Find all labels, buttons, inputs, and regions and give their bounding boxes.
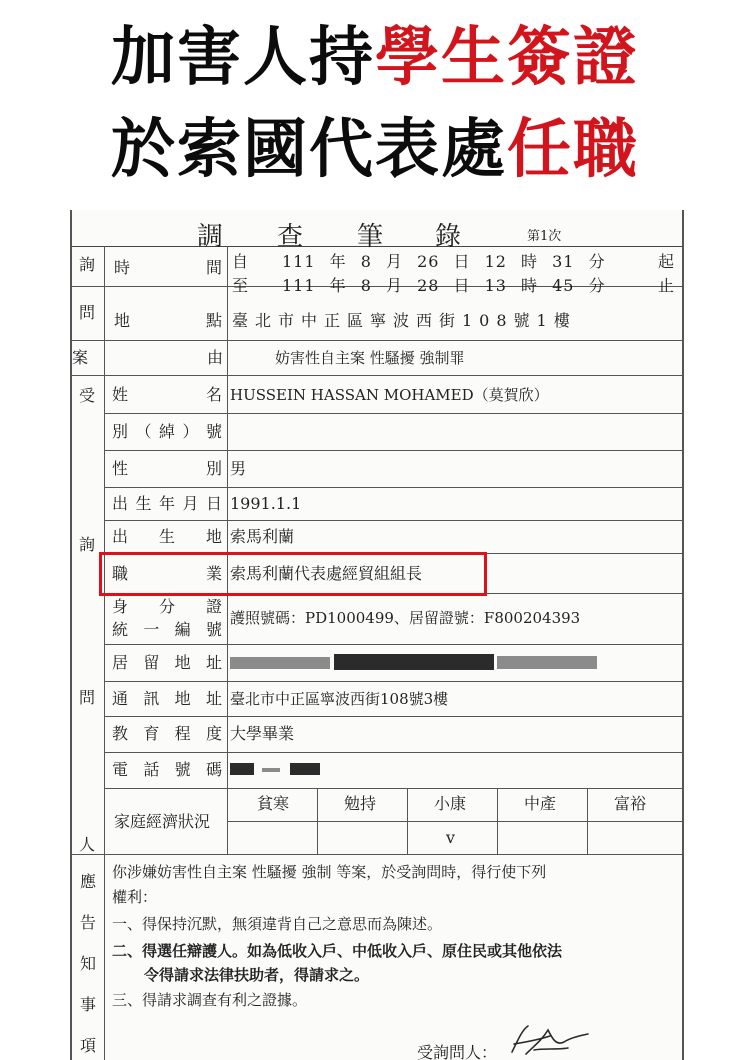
economy-option-1: 貧寒 bbox=[257, 794, 290, 813]
economy-label: 家庭經濟狀況 bbox=[114, 812, 211, 831]
rule bbox=[104, 413, 682, 414]
side-label-3: 問 bbox=[79, 688, 96, 707]
rule bbox=[227, 821, 682, 822]
rule bbox=[104, 487, 682, 488]
headline-line-1-red: 學生簽證 bbox=[375, 21, 639, 95]
field-label-id-line1: 身分證 bbox=[112, 597, 222, 616]
title-char-4: 錄 bbox=[435, 222, 462, 252]
from-marker: 自 bbox=[232, 252, 249, 271]
redaction-bar bbox=[262, 768, 280, 772]
field-value-name: HUSSEIN HASSAN MOHAMED（莫賀欣） bbox=[230, 386, 549, 404]
headline-banner bbox=[0, 0, 750, 205]
notice-intro: 你涉嫌妨害性自主案 性騷擾 強制 等案，於受詢問時，得行使下列 bbox=[112, 863, 547, 881]
rule bbox=[104, 752, 682, 753]
side-label-ask: 詢 bbox=[79, 255, 96, 274]
rule bbox=[317, 788, 318, 854]
rule bbox=[104, 716, 682, 717]
field-label-nickname: 別（綽）號 bbox=[112, 422, 222, 441]
notice-intro-2: 權利： bbox=[112, 888, 158, 906]
time-to-suffix: 止 bbox=[658, 276, 675, 295]
economy-option-5: 富裕 bbox=[614, 794, 647, 813]
field-label-name: 姓名 bbox=[112, 385, 222, 404]
side-label-2: 詢 bbox=[79, 535, 96, 554]
side-label-question: 問 bbox=[79, 303, 96, 322]
headline-line-1 bbox=[0, 18, 750, 98]
headline-line-2-black: 於索國代表處 bbox=[111, 113, 507, 187]
redaction-bar bbox=[290, 763, 320, 775]
field-value-birthplace: 索馬利蘭 bbox=[230, 527, 295, 546]
field-label-occupation: 職業 bbox=[112, 564, 222, 583]
field-value-mailing: 臺北市中正區寧波西街108號3樓 bbox=[230, 690, 449, 708]
rule bbox=[72, 854, 682, 855]
signature-label: 受詢問人： bbox=[417, 1043, 498, 1060]
side-label-4: 人 bbox=[79, 835, 96, 854]
rule bbox=[104, 681, 682, 682]
rule bbox=[104, 450, 682, 451]
rule bbox=[587, 788, 588, 854]
rule bbox=[104, 854, 105, 1060]
notice-side-3: 知 bbox=[80, 954, 97, 973]
occupation-highlight-box bbox=[99, 552, 487, 596]
economy-option-4: 中產 bbox=[524, 794, 557, 813]
time-label: 時間 bbox=[114, 258, 222, 277]
notice-side-4: 事 bbox=[80, 995, 97, 1014]
title-char-2: 查 bbox=[277, 222, 304, 252]
field-label-mailing: 通訊地址 bbox=[112, 689, 222, 708]
rule bbox=[227, 246, 228, 854]
rule bbox=[104, 644, 682, 645]
time-from-suffix: 起 bbox=[658, 252, 675, 271]
rule bbox=[72, 340, 682, 341]
field-label-gender: 性別 bbox=[112, 459, 222, 478]
economy-option-3: 小康 bbox=[434, 794, 467, 813]
case-label-right: 由 bbox=[207, 348, 224, 367]
redaction-bar bbox=[230, 763, 254, 775]
rule bbox=[497, 788, 498, 854]
field-label-birthplace: 出生地 bbox=[112, 527, 222, 546]
record-title bbox=[72, 210, 682, 252]
case-value: 妨害性自主案 性騷擾 強制罪 bbox=[275, 349, 465, 367]
rule bbox=[104, 788, 682, 789]
rule bbox=[407, 788, 408, 854]
field-label-phone: 電話號碼 bbox=[112, 760, 222, 779]
notice-side-1: 應 bbox=[80, 872, 97, 891]
field-label-birthdate: 出生年月日 bbox=[112, 494, 222, 513]
field-value-education: 大學畢業 bbox=[230, 724, 295, 743]
field-value-occupation: 索馬利蘭代表處經貿組組長 bbox=[230, 564, 423, 583]
notice-item-2: 二、得選任辯護人。如為低收入戶、中低收入戶、原住民或其他依法 bbox=[112, 942, 563, 960]
field-value-birthdate: 1991.1.1 bbox=[230, 494, 302, 513]
headline-line-2 bbox=[0, 110, 750, 190]
redaction-bar bbox=[334, 654, 494, 670]
notice-side-2: 告 bbox=[80, 913, 97, 932]
investigation-record-scan bbox=[70, 210, 684, 1060]
place-label: 地點 bbox=[114, 311, 222, 330]
place-value: 臺北市中正區寧波西街108號1樓 bbox=[232, 311, 577, 330]
record-count: 第1次 bbox=[527, 229, 562, 244]
time-from: 111 年 8 月 26 日 12 時 31 分 bbox=[282, 252, 606, 271]
rule bbox=[104, 520, 682, 521]
time-to: 111 年 8 月 28 日 13 時 45 分 bbox=[282, 276, 606, 295]
field-label-id-line2: 統一編號 bbox=[112, 620, 222, 639]
headline-line-1-black: 加害人持 bbox=[111, 21, 375, 95]
case-label-left: 案 bbox=[72, 348, 89, 367]
field-label-residence: 居留地址 bbox=[112, 653, 222, 672]
redaction-bar bbox=[230, 657, 330, 669]
side-label-1: 受 bbox=[79, 386, 96, 405]
notice-item-1: 一、得保持沉默，無須違背自己之意思而為陳述。 bbox=[112, 915, 443, 933]
field-label-education: 教育程度 bbox=[112, 724, 222, 743]
economy-option-2: 勉持 bbox=[344, 794, 377, 813]
redaction-bar bbox=[497, 656, 597, 669]
rule bbox=[72, 375, 682, 376]
rule bbox=[104, 246, 105, 854]
title-char-3: 筆 bbox=[357, 222, 384, 252]
handwritten-signature bbox=[504, 1020, 594, 1060]
field-value-id: 護照號碼：PD1000499、居留證號：F800204393 bbox=[230, 609, 581, 627]
field-value-gender: 男 bbox=[230, 459, 247, 478]
notice-item-2b: 令得請求法律扶助者，得請求之。 bbox=[144, 966, 370, 984]
title-char-1: 調 bbox=[197, 222, 224, 252]
headline-line-2-red: 任職 bbox=[507, 113, 639, 187]
notice-item-3: 三、得請求調查有利之證據。 bbox=[112, 991, 308, 1009]
economy-mark: v bbox=[446, 828, 456, 847]
to-marker: 至 bbox=[232, 276, 249, 295]
notice-side-5: 項 bbox=[80, 1036, 97, 1055]
